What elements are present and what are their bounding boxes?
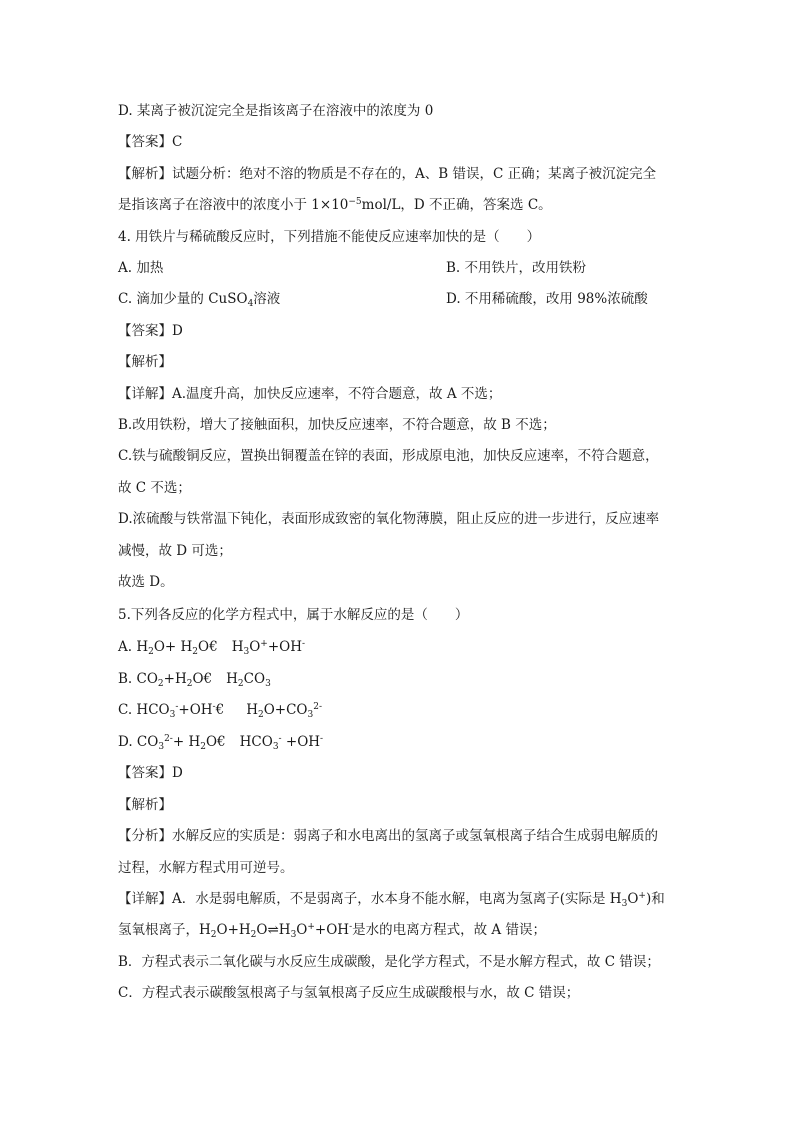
answer-q3: 【答案】C <box>118 134 183 150</box>
option-d-q4: D. 不用稀硫酸，改用 98%浓硫酸 <box>446 291 648 307</box>
question-4: 4. 用铁片与稀硫酸反应时，下列措施不能使反应速率加快的是（ ） <box>118 229 541 245</box>
option-c-q4: C. 滴加少量的 CuSO$_4$溶液 <box>118 291 281 309</box>
analysis-q3-line1: 【解析】试题分析：绝对不溶的物质是不存在的，A、B 错误，C 正确；某离子被沉淀完全 <box>118 166 657 182</box>
analysis-q5-line2: 过程，水解方程式用可逆号。 <box>118 860 294 876</box>
answer-q5: 【答案】D <box>118 765 183 781</box>
reversible-arrow-icon: € <box>209 639 218 655</box>
option-d-q5: D. $CO_3^{2-}+$ $H_2O€$ $HCO_3^- +OH^-$ <box>118 734 324 752</box>
analysis-heading-q4: 【解析】 <box>118 354 172 370</box>
option-b-q4: B. 不用铁片，改用铁粉 <box>446 260 587 276</box>
analysis-q3-line2: 是指该离子在溶液中的浓度小于 $1\times 10^{-5}mol/L$，D 不正确，答案选 C。 <box>118 197 552 213</box>
answer-q4: 【答案】D <box>118 323 183 339</box>
analysis-heading-q5: 【解析】 <box>118 797 172 813</box>
detail-q4-a: 【详解】A.温度升高，加快反应速率，不符合题意，故 A 不选； <box>118 386 502 402</box>
detail-q5-b: B．方程式表示二氧化碳与水反应生成碳酸，是化学方程式，不是水解方程式，故 C 错误； <box>118 954 660 970</box>
option-b-q5: B. $CO_2+H_2O€$ $H_2CO_3$ <box>118 671 271 689</box>
reversible-arrow-icon: € <box>215 702 225 718</box>
conclusion-q4: 故选 D。 <box>118 574 174 590</box>
detail-q4-d-line1: D.浓硫酸与铁常温下钝化，表面形成致密的氧化物薄膜，阻止反应的进一步进行，反应速率 <box>118 511 660 527</box>
detail-q5-a-line1: 【详解】A．水是弱电解质，不是弱离子，水本身不能水解，电离为氢离子(实际是 $H_3O^+$)和 <box>118 891 665 909</box>
option-c-q5: C. $HCO_3^-+OH^-€$ $H_2O+CO_3^{2-}$ <box>118 702 322 720</box>
detail-q4-b: B.改用铁粉，增大了接触面积，加快反应速率，不符合题意，故 B 不选； <box>118 417 556 433</box>
detail-q4-d-line2: 减慢，故 D 可选； <box>118 543 232 559</box>
detail-q4-c-line2: 故 C 不选； <box>118 480 191 496</box>
option-d-q3: D. 某离子被沉淀完全是指该离子在溶液中的浓度为 0 <box>118 103 434 119</box>
question-5: 5.下列各反应的化学方程式中，属于水解反应的是（ ） <box>118 607 469 623</box>
detail-q4-c-line1: C.铁与硫酸铜反应，置换出铜覆盖在锌的表面，形成原电池，加快反应速率，不符合题意， <box>118 448 659 464</box>
option-a-q5: A. $H_2O+$ $H_2O€$ $H_3O^++OH^-$ <box>118 639 306 657</box>
analysis-q5-line1: 【分析】水解反应的实质是：弱离子和水电离出的氢离子或氢氧根离子结合生成弱电解质的 <box>118 828 658 844</box>
reversible-arrow-icon: € <box>217 734 226 750</box>
detail-q5-a-line2: 氢氧根离子，$H_2O+H_2O\rightleftharpoons H_3O^++OH^-$是水的电离方程式，故 A 错误； <box>118 922 546 940</box>
reversible-arrow-icon: € <box>203 671 213 687</box>
detail-q5-c: C．方程式表示碳酸氢根离子与氢氧根离子反应生成碳酸根与水，故 C 错误； <box>118 985 580 1001</box>
option-a-q4: A. 加热 <box>118 260 164 276</box>
